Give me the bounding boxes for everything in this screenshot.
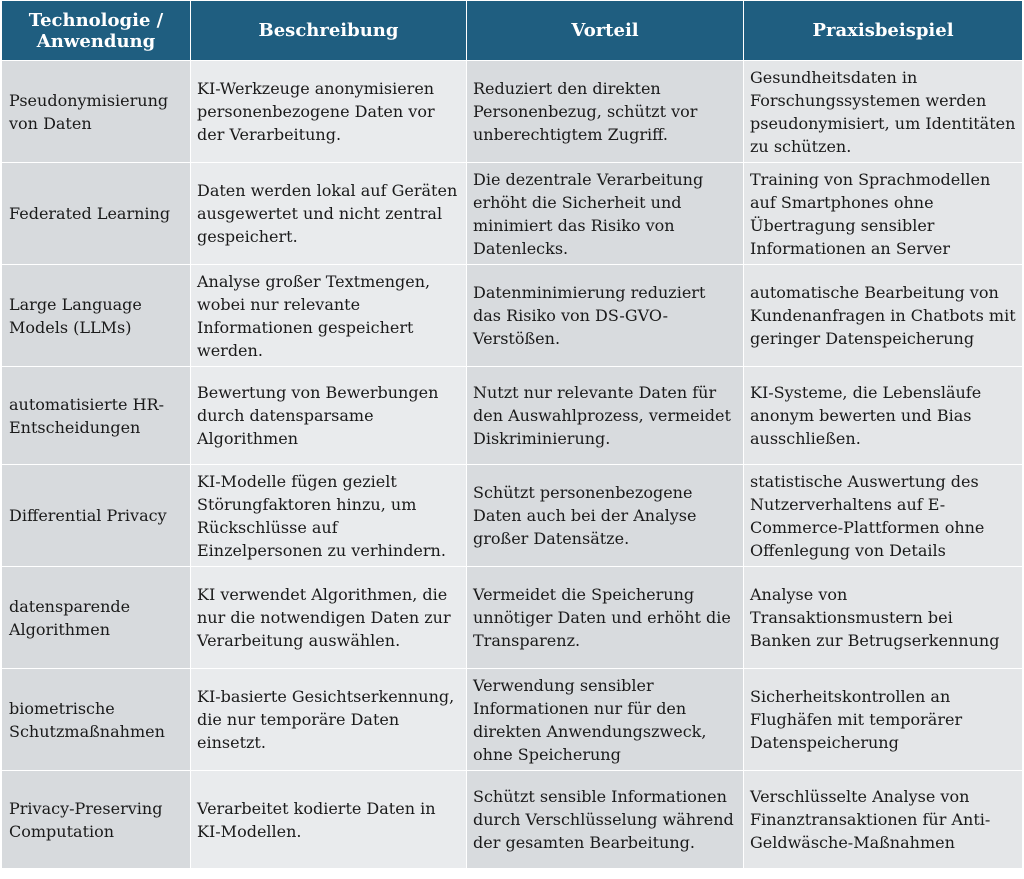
- cell-technology: Differential Privacy: [2, 465, 191, 567]
- cell-description: Daten werden lokal auf Geräten ausgewertet und nicht zentral gespeichert.: [191, 163, 467, 265]
- cell-example: Sicherheitskontrollen an Flughäfen mit temporärer Datenspeicherung: [744, 669, 1023, 771]
- table-header: [2, 1, 1023, 61]
- cell-advantage: Verwendung sensibler Informationen nur für den direkten Anwendungszweck, ohne Speicherung: [467, 669, 744, 771]
- table-row: [2, 61, 1023, 163]
- cell-example: automatische Bearbeitung von Kundenanfragen in Chatbots mit geringer Datenspeicherung: [744, 265, 1023, 367]
- header-row: [2, 1, 1023, 61]
- cell-technology: Federated Learning: [2, 163, 191, 265]
- header-advantage: Vorteil: [467, 1, 744, 61]
- cell-description: Analyse großer Textmengen, wobei nur relevante Informationen gespeichert werden.: [191, 265, 467, 367]
- cell-advantage: Reduziert den direkten Personenbezug, schützt vor unberechtigtem Zugriff.: [467, 61, 744, 163]
- cell-advantage: Nutzt nur relevante Daten für den Auswahlprozess, vermeidet Diskriminierung.: [467, 367, 744, 465]
- cell-technology: datensparende Algorithmen: [2, 567, 191, 669]
- cell-description: KI-Werkzeuge anonymisieren personenbezogene Daten vor der Verarbeitung.: [191, 61, 467, 163]
- cell-description: Bewertung von Bewerbungen durch datensparsame Algorithmen: [191, 367, 467, 465]
- cell-technology: biometrische Schutzmaßnahmen: [2, 669, 191, 771]
- cell-example: Gesundheitsdaten in Forschungssystemen werden pseudonymisiert, um Identitäten zu schützen.: [744, 61, 1023, 163]
- privacy-technology-table: [1, 0, 1023, 869]
- table-row: [2, 367, 1023, 465]
- cell-description: KI verwendet Algorithmen, die nur die notwendigen Daten zur Verarbeitung auswählen.: [191, 567, 467, 669]
- cell-description: KI-Modelle fügen gezielt Störungfaktoren hinzu, um Rückschlüsse auf Einzelpersonen zu verhindern.: [191, 465, 467, 567]
- cell-example: Verschlüsselte Analyse von Finanztransaktionen für Anti-Geldwäsche-Maßnahmen: [744, 771, 1023, 869]
- cell-technology: automatisierte HR-Entscheidungen: [2, 367, 191, 465]
- cell-advantage: Die dezentrale Verarbeitung erhöht die Sicherheit und minimiert das Risiko von Datenlecks.: [467, 163, 744, 265]
- cell-example: statistische Auswertung des Nutzerverhaltens auf E-Commerce-Plattformen ohne Offenlegung von Details: [744, 465, 1023, 567]
- table-row: [2, 567, 1023, 669]
- table-row: [2, 669, 1023, 771]
- cell-description: KI-basierte Gesichtserkennung, die nur temporäre Daten einsetzt.: [191, 669, 467, 771]
- cell-advantage: Schützt personenbezogene Daten auch bei der Analyse großer Datensätze.: [467, 465, 744, 567]
- table-row: [2, 163, 1023, 265]
- header-example: Praxisbeispiel: [744, 1, 1023, 61]
- cell-technology: Privacy-Preserving Computation: [2, 771, 191, 869]
- cell-advantage: Datenminimierung reduziert das Risiko von DS-GVO-Verstößen.: [467, 265, 744, 367]
- cell-example: KI-Systeme, die Lebensläufe anonym bewerten und Bias ausschließen.: [744, 367, 1023, 465]
- cell-advantage: Vermeidet die Speicherung unnötiger Daten und erhöht die Transparenz.: [467, 567, 744, 669]
- table-body: [2, 61, 1023, 869]
- cell-advantage: Schützt sensible Informationen durch Verschlüsselung während der gesamten Bearbeitung.: [467, 771, 744, 869]
- cell-example: Training von Sprachmodellen auf Smartphones ohne Übertragung sensibler Informationen an Server: [744, 163, 1023, 265]
- table-row: [2, 771, 1023, 869]
- header-technology: Technologie / Anwendung: [2, 1, 191, 61]
- cell-description: Verarbeitet kodierte Daten in KI-Modellen.: [191, 771, 467, 869]
- table-row: [2, 265, 1023, 367]
- cell-technology: Large Language Models (LLMs): [2, 265, 191, 367]
- cell-technology: Pseudonymisierung von Daten: [2, 61, 191, 163]
- header-description: Beschreibung: [191, 1, 467, 61]
- cell-example: Analyse von Transaktionsmustern bei Banken zur Betrugserkennung: [744, 567, 1023, 669]
- table-row: [2, 465, 1023, 567]
